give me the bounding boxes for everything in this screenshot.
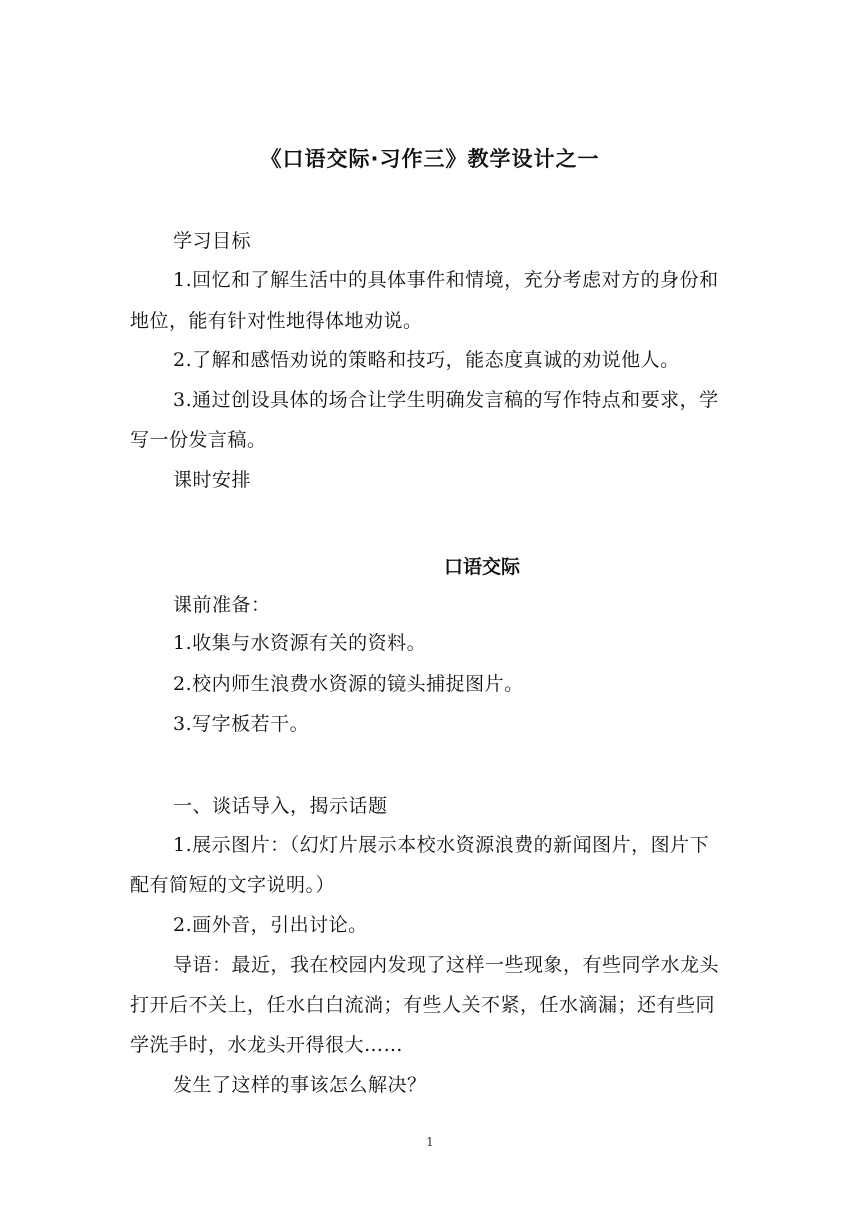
intro-line-3: 学洗手时，水龙头开得很大……: [130, 1034, 404, 1056]
prep-item-3: 3.写字板若干。: [173, 713, 310, 735]
step-1-item-1-line-2: 配有简短的文字说明。）: [130, 874, 336, 896]
objective-3-line-2: 写一份发言稿。: [130, 429, 267, 451]
document-title: 《口语交际·习作三》教学设计之一: [260, 147, 600, 171]
step-1-item-2: 2.画外音，引出讨论。: [173, 914, 368, 936]
objective-1-line-2: 地位，能有针对性地得体地劝说。: [130, 310, 423, 332]
prep-heading: 课前准备：: [173, 594, 271, 616]
objective-3-line-1: 3.通过创设具体的场合让学生明确发言稿的写作特点和要求，学: [173, 389, 719, 411]
objective-1-line-1: 1.回忆和了解生活中的具体事件和情境，充分考虑对方的身份和: [173, 269, 719, 291]
prep-item-2: 2.校内师生浪费水资源的镜头捕捉图片。: [173, 673, 524, 695]
schedule-heading: 课时安排: [173, 469, 252, 491]
objective-2: 2.了解和感悟劝说的策略和技巧，能态度真诚的劝说他人。: [173, 349, 680, 371]
step-1-heading: 一、谈话导入，揭示话题: [173, 795, 388, 817]
step-1-item-1-line-1: 1.展示图片：（幻灯片展示本校水资源浪费的新闻图片，图片下: [173, 834, 710, 856]
page-number: 1: [426, 1135, 434, 1149]
question-line: 发生了这样的事该怎么解决？: [173, 1074, 427, 1096]
section-heading: 口语交际: [443, 556, 520, 578]
intro-line-1: 导语：最近，我在校园内发现了这样一些现象，有些同学水龙头: [173, 954, 720, 976]
intro-line-2: 打开后不关上，任水白白流淌；有些人关不紧，任水滴漏；还有些同: [130, 994, 716, 1016]
objectives-heading: 学习目标: [173, 230, 252, 252]
prep-item-1: 1.收集与水资源有关的资料。: [173, 632, 427, 654]
